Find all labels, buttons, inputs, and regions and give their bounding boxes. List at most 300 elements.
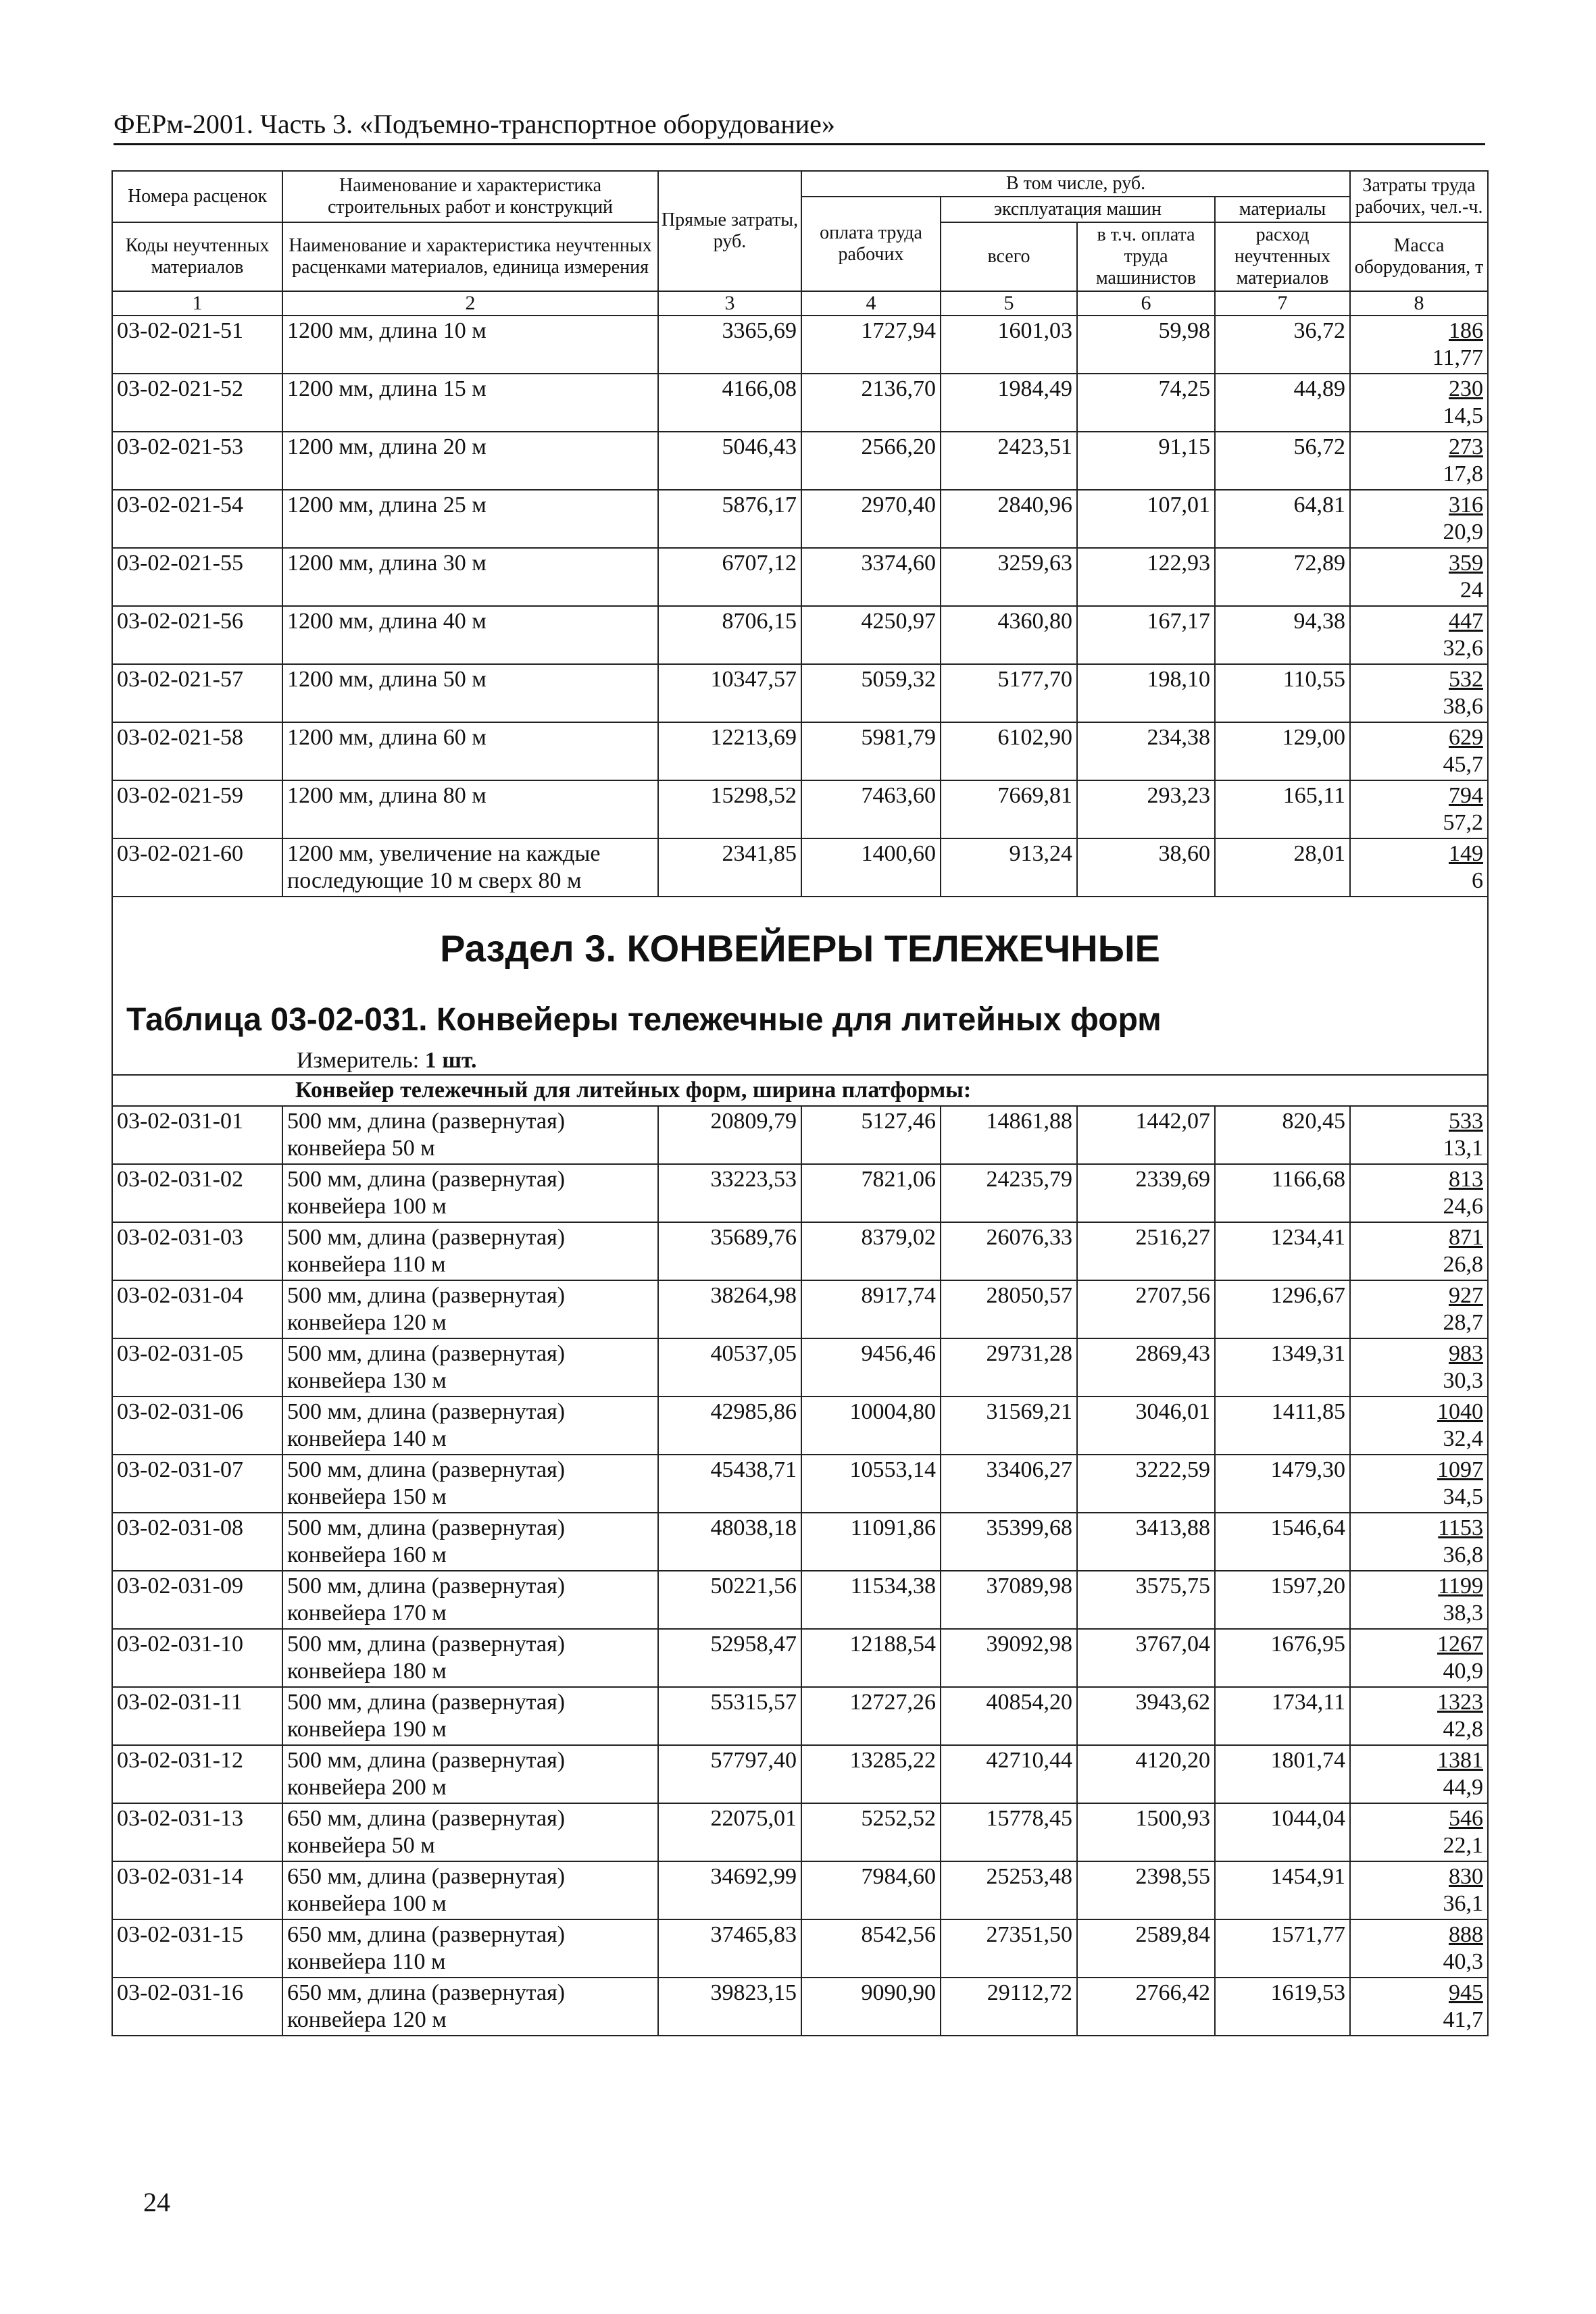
mass-value: 6: [1472, 868, 1484, 893]
cell-mach: 27351,50: [941, 1919, 1077, 1978]
cell-direct: 5876,17: [658, 490, 801, 548]
cell-mach-pay: 1442,07: [1077, 1106, 1215, 1164]
cell-mach: 26076,33: [941, 1222, 1077, 1280]
cell-mach: 2840,96: [941, 490, 1077, 548]
cell-labor-mass: [1350, 1164, 1488, 1222]
cell-pay: 1400,60: [801, 838, 941, 897]
cell-name: 500 мм, длина (развернутая) конвейера 200 м: [282, 1745, 658, 1803]
cell-labor-mass: [1350, 1978, 1488, 2036]
labor-cost-value: 230: [1449, 376, 1484, 401]
cell-code: 03-02-021-51: [112, 316, 282, 374]
cell-pay: 2136,70: [801, 374, 941, 432]
cell-mat: 129,00: [1215, 722, 1350, 780]
cell-direct: 48038,18: [658, 1513, 801, 1571]
table-row: [112, 1455, 1488, 1513]
cell-mach: 913,24: [941, 838, 1077, 897]
cell-pay: 5127,46: [801, 1106, 941, 1164]
mass-value: 11,77: [1432, 345, 1484, 370]
cell-direct: 20809,79: [658, 1106, 801, 1164]
cell-labor-mass: [1350, 722, 1488, 780]
cell-code: 03-02-021-52: [112, 374, 282, 432]
table-row: [112, 1164, 1488, 1222]
cell-mach-pay: 107,01: [1077, 490, 1215, 548]
cell-mat: 1546,64: [1215, 1513, 1350, 1571]
mass-value: 26,8: [1443, 1252, 1484, 1277]
mass-value: 20,9: [1443, 520, 1484, 545]
cell-direct: 35689,76: [658, 1222, 801, 1280]
cell-name: 1200 мм, длина 60 м: [282, 722, 658, 780]
cell-pay: 1727,94: [801, 316, 941, 374]
section-block: [112, 897, 1488, 1075]
table-row: [112, 664, 1488, 722]
cell-mach-pay: 2869,43: [1077, 1338, 1215, 1397]
table-row: [112, 490, 1488, 548]
mass-value: 24: [1460, 578, 1484, 603]
cell-labor-mass: [1350, 1455, 1488, 1513]
cell-mat: 1044,04: [1215, 1803, 1350, 1861]
header-num-code-bottom: Коды неучтенных материалов: [112, 222, 282, 291]
table-row: [112, 1571, 1488, 1629]
cell-code: 03-02-031-08: [112, 1513, 282, 1571]
cell-pay: 4250,97: [801, 606, 941, 664]
subheading: Конвейер тележечный для литейных форм, ширина платформы:: [112, 1075, 1488, 1106]
table-row: [112, 1280, 1488, 1338]
labor-cost-value: 1040: [1437, 1399, 1484, 1424]
rates-table: [111, 170, 1489, 2036]
mass-value: 38,3: [1443, 1601, 1484, 1626]
cell-mach: 42710,44: [941, 1745, 1077, 1803]
cell-direct: 45438,71: [658, 1455, 801, 1513]
labor-cost-value: 1267: [1437, 1632, 1484, 1657]
cell-name: 1200 мм, длина 20 м: [282, 432, 658, 490]
cell-labor-mass: [1350, 316, 1488, 374]
mass-value: 38,6: [1443, 694, 1484, 719]
cell-code: 03-02-021-54: [112, 490, 282, 548]
header-materials: материалы: [1215, 197, 1350, 222]
cell-mat: 1296,67: [1215, 1280, 1350, 1338]
subheading-row: [112, 1075, 1488, 1106]
cell-mat: 28,01: [1215, 838, 1350, 897]
cell-direct: 52958,47: [658, 1629, 801, 1687]
cell-labor-mass: [1350, 780, 1488, 838]
mass-value: 32,4: [1443, 1426, 1484, 1451]
mass-value: 24,6: [1443, 1194, 1484, 1219]
cell-pay: 7821,06: [801, 1164, 941, 1222]
table-row: [112, 432, 1488, 490]
cell-name: 650 мм, длина (развернутая) конвейера 120 м: [282, 1978, 658, 2036]
cell-mat: 64,81: [1215, 490, 1350, 548]
mass-value: 36,8: [1443, 1542, 1484, 1567]
cell-labor-mass: [1350, 1106, 1488, 1164]
cell-mat: 1479,30: [1215, 1455, 1350, 1513]
cell-mach: 5177,70: [941, 664, 1077, 722]
header-mat-usage: расход неучтенных материалов: [1215, 222, 1350, 291]
header-row-1: [112, 171, 1488, 197]
labor-cost-value: 871: [1449, 1225, 1484, 1250]
labor-cost-value: 546: [1449, 1806, 1484, 1831]
col-num: 1: [112, 291, 282, 316]
table-row: [112, 1803, 1488, 1861]
cell-pay: 2970,40: [801, 490, 941, 548]
cell-direct: 2341,85: [658, 838, 801, 897]
header-machines: эксплуатация машин: [941, 197, 1215, 222]
cell-pay: 9456,46: [801, 1338, 941, 1397]
cell-labor-mass: [1350, 1280, 1488, 1338]
labor-cost-value: 983: [1449, 1341, 1484, 1366]
header-direct: Прямые затраты, руб.: [658, 171, 801, 291]
labor-cost-value: 794: [1449, 783, 1484, 808]
cell-mach: 7669,81: [941, 780, 1077, 838]
labor-cost-value: 813: [1449, 1167, 1484, 1192]
cell-code: 03-02-031-03: [112, 1222, 282, 1280]
mass-value: 57,2: [1443, 810, 1484, 835]
cell-mach: 4360,80: [941, 606, 1077, 664]
cell-pay: 5252,52: [801, 1803, 941, 1861]
cell-name: 650 мм, длина (развернутая) конвейера 100 м: [282, 1861, 658, 1919]
labor-cost-value: 1381: [1437, 1748, 1484, 1773]
mass-value: 22,1: [1443, 1833, 1484, 1858]
cell-code: 03-02-031-09: [112, 1571, 282, 1629]
cell-name: 1200 мм, длина 80 м: [282, 780, 658, 838]
cell-direct: 5046,43: [658, 432, 801, 490]
column-number-row: [112, 291, 1488, 316]
table-row: [112, 1397, 1488, 1455]
cell-labor-mass: [1350, 1513, 1488, 1571]
mass-value: 45,7: [1443, 752, 1484, 777]
cell-mach-pay: 3767,04: [1077, 1629, 1215, 1687]
table-row: [112, 838, 1488, 897]
col-num: 2: [282, 291, 658, 316]
mass-value: 30,3: [1443, 1368, 1484, 1393]
cell-mach: 14861,88: [941, 1106, 1077, 1164]
cell-code: 03-02-031-05: [112, 1338, 282, 1397]
cell-code: 03-02-031-16: [112, 1978, 282, 2036]
cell-mach-pay: 91,15: [1077, 432, 1215, 490]
running-header: ФЕРм-2001. Часть 3. «Подъемно-транспортное оборудование»: [114, 108, 1485, 145]
cell-mat: 56,72: [1215, 432, 1350, 490]
cell-name: 500 мм, длина (развернутая) конвейера 180 м: [282, 1629, 658, 1687]
cell-labor-mass: [1350, 664, 1488, 722]
cell-mach-pay: 2707,56: [1077, 1280, 1215, 1338]
col-num: 8: [1350, 291, 1488, 316]
cell-mach-pay: 3222,59: [1077, 1455, 1215, 1513]
cell-labor-mass: [1350, 1803, 1488, 1861]
cell-labor-mass: [1350, 1571, 1488, 1629]
cell-mach: 1984,49: [941, 374, 1077, 432]
mass-value: 28,7: [1443, 1310, 1484, 1335]
table-row: [112, 1745, 1488, 1803]
mass-value: 41,7: [1443, 2007, 1484, 2032]
labor-cost-value: 359: [1449, 551, 1484, 576]
labor-cost-value: 1323: [1437, 1690, 1484, 1715]
table-row: [112, 316, 1488, 374]
table-row: [112, 606, 1488, 664]
cell-direct: 22075,01: [658, 1803, 801, 1861]
cell-mach-pay: 2516,27: [1077, 1222, 1215, 1280]
mass-value: 14,5: [1443, 403, 1484, 428]
cell-mat: 1454,91: [1215, 1861, 1350, 1919]
cell-mach-pay: 38,60: [1077, 838, 1215, 897]
cell-labor-mass: [1350, 1338, 1488, 1397]
cell-mat: 1619,53: [1215, 1978, 1350, 2036]
cell-mach-pay: 198,10: [1077, 664, 1215, 722]
cell-mach: 31569,21: [941, 1397, 1077, 1455]
cell-labor-mass: [1350, 1687, 1488, 1745]
measure-value: 1 шт.: [424, 1048, 477, 1073]
cell-code: 03-02-021-56: [112, 606, 282, 664]
cell-code: 03-02-031-10: [112, 1629, 282, 1687]
header-incl-pay: в т.ч. оплата труда машинистов: [1077, 222, 1215, 291]
cell-mach: 25253,48: [941, 1861, 1077, 1919]
cell-direct: 50221,56: [658, 1571, 801, 1629]
cell-direct: 37465,83: [658, 1919, 801, 1978]
cell-direct: 42985,86: [658, 1397, 801, 1455]
cell-mach-pay: 2339,69: [1077, 1164, 1215, 1222]
cell-mach: 24235,79: [941, 1164, 1077, 1222]
cell-labor-mass: [1350, 1745, 1488, 1803]
cell-code: 03-02-021-60: [112, 838, 282, 897]
labor-cost-value: 447: [1449, 609, 1484, 634]
cell-name: 1200 мм, длина 40 м: [282, 606, 658, 664]
mass-value: 13,1: [1443, 1136, 1484, 1161]
cell-mach-pay: 3413,88: [1077, 1513, 1215, 1571]
labor-cost-value: 1153: [1438, 1515, 1484, 1540]
measure-line: [297, 1047, 1487, 1074]
cell-name: 500 мм, длина (развернутая) конвейера 110 м: [282, 1222, 658, 1280]
cell-direct: 12213,69: [658, 722, 801, 780]
cell-name: 500 мм, длина (развернутая) конвейера 160 м: [282, 1513, 658, 1571]
mass-value: 34,5: [1443, 1484, 1484, 1509]
cell-code: 03-02-031-15: [112, 1919, 282, 1978]
cell-mach: 28050,57: [941, 1280, 1077, 1338]
cell-pay: 13285,22: [801, 1745, 941, 1803]
labor-cost-value: 945: [1449, 1980, 1484, 2005]
labor-cost-value: 830: [1449, 1864, 1484, 1889]
cell-name: 1200 мм, длина 10 м: [282, 316, 658, 374]
cell-pay: 8917,74: [801, 1280, 941, 1338]
cell-pay: 9090,90: [801, 1978, 941, 2036]
cell-labor-mass: [1350, 374, 1488, 432]
cell-mach-pay: 1500,93: [1077, 1803, 1215, 1861]
cell-code: 03-02-031-12: [112, 1745, 282, 1803]
col-num: 4: [801, 291, 941, 316]
cell-labor-mass: [1350, 1861, 1488, 1919]
table-row: [112, 548, 1488, 606]
cell-code: 03-02-021-55: [112, 548, 282, 606]
cell-mach: 29731,28: [941, 1338, 1077, 1397]
cell-mach-pay: 2766,42: [1077, 1978, 1215, 2036]
table-row: [112, 1919, 1488, 1978]
cell-mat: 1734,11: [1215, 1687, 1350, 1745]
cell-direct: 8706,15: [658, 606, 801, 664]
labor-cost-value: 273: [1449, 434, 1484, 459]
cell-mach-pay: 3575,75: [1077, 1571, 1215, 1629]
cell-name: 1200 мм, длина 50 м: [282, 664, 658, 722]
mass-value: 17,8: [1443, 461, 1484, 486]
header-labor-pay: оплата труда рабочих: [801, 197, 941, 291]
cell-code: 03-02-021-57: [112, 664, 282, 722]
header-name-top: Наименование и характеристика строительных работ и конструкций: [282, 171, 658, 222]
cell-pay: 10553,14: [801, 1455, 941, 1513]
cell-mat: 1166,68: [1215, 1164, 1350, 1222]
cell-labor-mass: [1350, 838, 1488, 897]
cell-mat: 1597,20: [1215, 1571, 1350, 1629]
labor-cost-value: 927: [1449, 1283, 1484, 1308]
table-title: Таблица 03-02-031. Конвейеры тележечные для литейных форм: [126, 1002, 1162, 1038]
mass-value: 40,3: [1443, 1949, 1484, 1974]
cell-direct: 57797,40: [658, 1745, 801, 1803]
cell-mach-pay: 3046,01: [1077, 1397, 1215, 1455]
mass-value: 36,1: [1443, 1891, 1484, 1916]
col-num: 6: [1077, 291, 1215, 316]
cell-name: 1200 мм, длина 15 м: [282, 374, 658, 432]
cell-direct: 15298,52: [658, 780, 801, 838]
cell-mach: 3259,63: [941, 548, 1077, 606]
cell-code: 03-02-031-01: [112, 1106, 282, 1164]
cell-code: 03-02-031-13: [112, 1803, 282, 1861]
cell-mat: 165,11: [1215, 780, 1350, 838]
cell-pay: 2566,20: [801, 432, 941, 490]
cell-name: 650 мм, длина (развернутая) конвейера 50 м: [282, 1803, 658, 1861]
labor-cost-value: 1199: [1438, 1574, 1484, 1599]
labor-cost-value: 533: [1449, 1109, 1484, 1134]
cell-name: 650 мм, длина (развернутая) конвейера 110 м: [282, 1919, 658, 1978]
cell-mach: 1601,03: [941, 316, 1077, 374]
labor-cost-value: 888: [1449, 1922, 1484, 1947]
cell-labor-mass: [1350, 490, 1488, 548]
cell-direct: 3365,69: [658, 316, 801, 374]
cell-mat: 1349,31: [1215, 1338, 1350, 1397]
section-row: [112, 897, 1488, 1075]
mass-value: 32,6: [1443, 636, 1484, 661]
labor-cost-value: 186: [1449, 318, 1484, 343]
header-incl: В том числе, руб.: [801, 171, 1350, 197]
table-row: [112, 1106, 1488, 1164]
cell-mach: 15778,45: [941, 1803, 1077, 1861]
mass-value: 44,9: [1443, 1775, 1484, 1800]
table-row: [112, 1629, 1488, 1687]
cell-mach: 40854,20: [941, 1687, 1077, 1745]
cell-direct: 40537,05: [658, 1338, 801, 1397]
cell-code: 03-02-021-53: [112, 432, 282, 490]
cell-mach: 33406,27: [941, 1455, 1077, 1513]
cell-code: 03-02-031-06: [112, 1397, 282, 1455]
cell-mach-pay: 122,93: [1077, 548, 1215, 606]
table-row: [112, 1338, 1488, 1397]
cell-name: 500 мм, длина (развернутая) конвейера 140 м: [282, 1397, 658, 1455]
header-labor-cost: Затраты труда рабочих, чел.-ч.: [1350, 171, 1488, 222]
cell-name: 500 мм, длина (развернутая) конвейера 130 м: [282, 1338, 658, 1397]
cell-mat: 1801,74: [1215, 1745, 1350, 1803]
cell-labor-mass: [1350, 432, 1488, 490]
col-num: 3: [658, 291, 801, 316]
cell-name: 500 мм, длина (развернутая) конвейера 170 м: [282, 1571, 658, 1629]
cell-direct: 39823,15: [658, 1978, 801, 2036]
cell-mat: 44,89: [1215, 374, 1350, 432]
cell-code: 03-02-031-04: [112, 1280, 282, 1338]
cell-pay: 11091,86: [801, 1513, 941, 1571]
cell-code: 03-02-031-11: [112, 1687, 282, 1745]
cell-mach: 6102,90: [941, 722, 1077, 780]
labor-cost-value: 316: [1449, 493, 1484, 518]
cell-labor-mass: [1350, 1397, 1488, 1455]
header-name-bottom: Наименование и характеристика неучтенных расценками материалов, единица измерения: [282, 222, 658, 291]
cell-direct: 4166,08: [658, 374, 801, 432]
cell-pay: 8379,02: [801, 1222, 941, 1280]
cell-mach: 2423,51: [941, 432, 1077, 490]
labor-cost-value: 1097: [1437, 1457, 1484, 1482]
cell-pay: 7463,60: [801, 780, 941, 838]
cell-mat: 1571,77: [1215, 1919, 1350, 1978]
cell-direct: 33223,53: [658, 1164, 801, 1222]
mass-value: 42,8: [1443, 1717, 1484, 1742]
cell-pay: 12727,26: [801, 1687, 941, 1745]
cell-name: 1200 мм, длина 25 м: [282, 490, 658, 548]
cell-mat: 36,72: [1215, 316, 1350, 374]
cell-labor-mass: [1350, 548, 1488, 606]
cell-name: 500 мм, длина (развернутая) конвейера 190 м: [282, 1687, 658, 1745]
cell-pay: 10004,80: [801, 1397, 941, 1455]
cell-pay: 8542,56: [801, 1919, 941, 1978]
cell-name: 500 мм, длина (развернутая) конвейера 100 м: [282, 1164, 658, 1222]
cell-labor-mass: [1350, 1222, 1488, 1280]
cell-mach: 39092,98: [941, 1629, 1077, 1687]
cell-pay: 11534,38: [801, 1571, 941, 1629]
cell-mat: 820,45: [1215, 1106, 1350, 1164]
cell-direct: 6707,12: [658, 548, 801, 606]
cell-name: 1200 мм, увеличение на каждые последующие 10 м сверх 80 м: [282, 838, 658, 897]
cell-labor-mass: [1350, 1919, 1488, 1978]
cell-pay: 3374,60: [801, 548, 941, 606]
labor-cost-value: 629: [1449, 725, 1484, 750]
col-num: 7: [1215, 291, 1350, 316]
cell-mat: 1234,41: [1215, 1222, 1350, 1280]
section-title: Раздел 3. КОНВЕЙЕРЫ ТЕЛЕЖЕЧНЫЕ: [440, 927, 1160, 970]
table-row: [112, 1513, 1488, 1571]
cell-mat: 1411,85: [1215, 1397, 1350, 1455]
cell-name: 500 мм, длина (развернутая) конвейера 150 м: [282, 1455, 658, 1513]
cell-mach: 37089,98: [941, 1571, 1077, 1629]
cell-pay: 12188,54: [801, 1629, 941, 1687]
table-row: [112, 1222, 1488, 1280]
table-row: [112, 1861, 1488, 1919]
cell-code: 03-02-031-07: [112, 1455, 282, 1513]
table-row: [112, 780, 1488, 838]
cell-code: 03-02-031-14: [112, 1861, 282, 1919]
cell-name: 500 мм, длина (развернутая) конвейера 120 м: [282, 1280, 658, 1338]
cell-code: 03-02-031-02: [112, 1164, 282, 1222]
cell-direct: 55315,57: [658, 1687, 801, 1745]
table-row: [112, 1978, 1488, 2036]
header-mass: Масса оборудования, т: [1350, 222, 1488, 291]
cell-direct: 34692,99: [658, 1861, 801, 1919]
cell-code: 03-02-021-58: [112, 722, 282, 780]
cell-direct: 10347,57: [658, 664, 801, 722]
cell-labor-mass: [1350, 1629, 1488, 1687]
page-number: 24: [143, 2187, 170, 2217]
cell-mach-pay: 234,38: [1077, 722, 1215, 780]
labor-cost-value: 149: [1449, 841, 1484, 866]
cell-mat: 1676,95: [1215, 1629, 1350, 1687]
header-num-code-top: Номера расценок: [112, 171, 282, 222]
header-total: всего: [941, 222, 1077, 291]
col-num: 5: [941, 291, 1077, 316]
cell-pay: 5981,79: [801, 722, 941, 780]
cell-mach-pay: 167,17: [1077, 606, 1215, 664]
cell-pay: 7984,60: [801, 1861, 941, 1919]
measure-label: Измеритель:: [297, 1048, 420, 1073]
cell-mat: 94,38: [1215, 606, 1350, 664]
